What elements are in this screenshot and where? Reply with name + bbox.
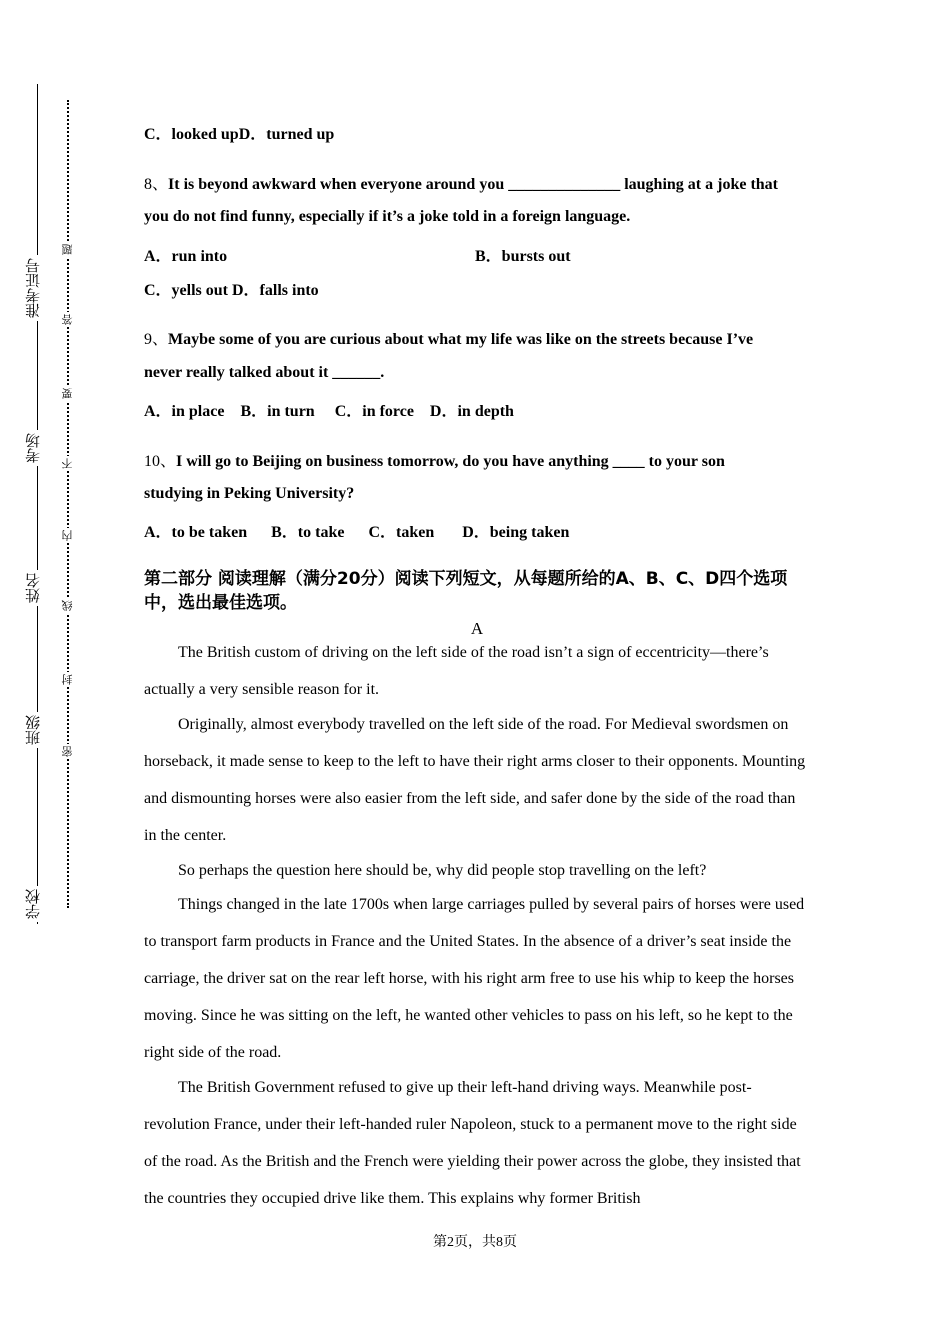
- part-two-heading: 第二部分 阅读理解（满分20分）阅读下列短文，从每题所给的A、B、C、D四个选项中，选出最佳选项。: [144, 569, 788, 613]
- passage-paragraph: Originally, almost everybody travelled on the left side of the road. For Medieval swordsmen on horseback, it made sense to keep to the left to have their right arms closer to their opponents. Mounting and dismounting horses were also easier from the left side, and safer done by the side of the road than in the center.: [144, 716, 806, 844]
- question-number: 10、: [144, 453, 177, 470]
- seal-char: 题: [61, 244, 74, 255]
- question-8-line2: you do not find funny, especially if it’s a joke told in a foreign language.: [144, 208, 631, 225]
- class-label: 班级: [20, 712, 46, 748]
- passage-paragraph: So perhaps the question here should be, why did people stop travelling on the left?: [178, 862, 707, 879]
- seal-char: 密: [61, 746, 74, 757]
- passage-paragraph: The British custom of driving on the left side of the road isn’t a sign of eccentricity—there’s actually a very sensible reason for it.: [144, 644, 769, 698]
- seal-dotted-line: [67, 100, 69, 908]
- page-footer: 第2页，共8页: [433, 1235, 517, 1250]
- exam-room-label: 考场: [20, 430, 46, 466]
- seal-char: 不: [61, 458, 74, 469]
- seal-char: 线: [61, 600, 74, 611]
- question-10: [144, 448, 810, 471]
- question-number: 8、: [144, 176, 169, 193]
- exam-number-label: 准考证号: [20, 255, 46, 321]
- seal-char: 要: [61, 388, 74, 399]
- q7-options: C．looked upD．turned up: [144, 126, 335, 143]
- question-9: [144, 326, 810, 349]
- seal-char: 内: [61, 530, 74, 541]
- name-label: 姓名: [20, 570, 46, 606]
- q9-options: A．in place B．in turn C．in force D．in depth: [144, 403, 514, 420]
- q10-options: A．to be taken B．to take C．taken D．being taken: [144, 524, 570, 541]
- q8-option-a: A．run into: [144, 248, 228, 265]
- binding-line: [37, 84, 38, 924]
- passage-paragraph: The British Government refused to give up their left-hand driving ways. Meanwhile post-revolution France, under their left-handed ruler Napoleon, stuck to a permanent move to the right side of the road. As the British and the French were yielding their power across the globe, they insisted that the countries they occupied drive like them. This explains why former British: [144, 1079, 801, 1207]
- question-number: 9、: [144, 331, 169, 348]
- question-text: It is beyond awkward when everyone around you ______________ laughing at a joke that: [168, 176, 779, 193]
- question-text: I will go to Beijing on business tomorrow, do you have anything ____ to your son: [176, 453, 725, 470]
- school-label: 学校: [20, 886, 46, 922]
- passage-paragraph: Things changed in the late 1700s when large carriages pulled by several pairs of horses were used to transport farm products in France and the United States. In the absence of a driver’s seat inside the carriage, the driver sat on the rear left horse, with his right arm free to use his whip to keep the horses moving. Since he was sitting on the left, he wanted other vehicles to pass on his left, so he kept to the right side of the road.: [144, 896, 805, 1061]
- question-text: Maybe some of you are curious about what my life was like on the streets because I’ve: [168, 331, 754, 348]
- passage-label: A: [470, 619, 484, 638]
- question-10-line2: studying in Peking University?: [144, 485, 355, 502]
- q8-option-b: B．bursts out: [475, 248, 571, 265]
- question-9-line2: never really talked about it ______.: [144, 364, 385, 381]
- question-8: [144, 171, 810, 194]
- seal-char: 封: [61, 674, 74, 685]
- binding-margin: [0, 0, 110, 1344]
- q8-options-cd: C．yells out D．falls into: [144, 282, 319, 299]
- seal-char: 答: [61, 314, 74, 325]
